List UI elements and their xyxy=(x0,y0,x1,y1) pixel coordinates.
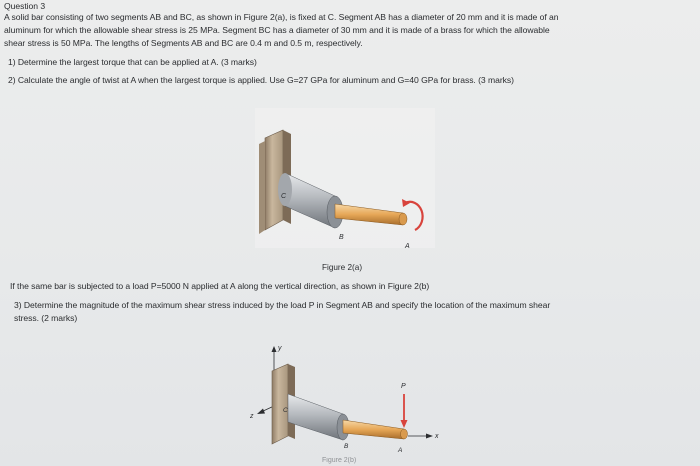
figure-2b-label-a: A xyxy=(398,447,403,454)
axis-label-y: y xyxy=(278,345,282,352)
part-3-text-line-2: stress. (2 marks) xyxy=(14,313,78,323)
figure-2b-label-b: B xyxy=(344,443,349,450)
question-title: Question 3 xyxy=(4,1,46,11)
figure-2a-caption: Figure 2(a) xyxy=(322,263,363,272)
figure-2a-label-c: C xyxy=(281,193,287,200)
intro-line-2: aluminum for which the allowable shear stress is 25 MPa. Segment BC has a diameter of 30 mm and it is made of a brass for which the allowable xyxy=(4,25,550,35)
axis-label-z: z xyxy=(250,413,254,420)
x-axis-arrow xyxy=(408,434,433,439)
figure-2a-label-a: A xyxy=(405,243,410,250)
figure-2b-label-c: C xyxy=(283,407,288,414)
z-axis-arrow xyxy=(257,406,274,414)
part-1-text: 1) Determine the largest torque that can be applied at A. (3 marks) xyxy=(8,57,257,67)
figure-2a xyxy=(255,108,445,258)
figure-2b xyxy=(248,336,463,466)
intro-line-3: shear stress is 50 MPa. The lengths of Segments AB and BC are 0.4 m and 0.5 m, respectively. xyxy=(4,38,363,48)
segment-ab-b xyxy=(343,420,408,439)
intro-line-1: A solid bar consisting of two segments AB and BC, as shown in Figure 2(a), is fixed at C. Segment AB has a diameter of 20 mm and it is made of an xyxy=(4,12,559,22)
load-p-arrow xyxy=(401,394,408,428)
axis-label-x: x xyxy=(435,433,439,440)
figure-2a-label-b: B xyxy=(339,234,344,241)
part-3-text-line-1: 3) Determine the magnitude of the maximum shear stress induced by the load P in Segment AB and specify the location of the maximum shear xyxy=(14,300,551,310)
figure-2b-caption: Figure 2(b) xyxy=(322,457,357,464)
load-label-p: P xyxy=(401,383,406,390)
load-line: If the same bar is subjected to a load P=5000 N applied at A along the vertical direction, as shown in Figure 2(b) xyxy=(10,281,430,291)
segment-bc-b xyxy=(288,394,349,440)
part-2-text: 2) Calculate the angle of twist at A when the largest torque is applied. Use G=27 GPa for aluminum and G=40 GPa for brass. (3 marks) xyxy=(8,75,514,85)
